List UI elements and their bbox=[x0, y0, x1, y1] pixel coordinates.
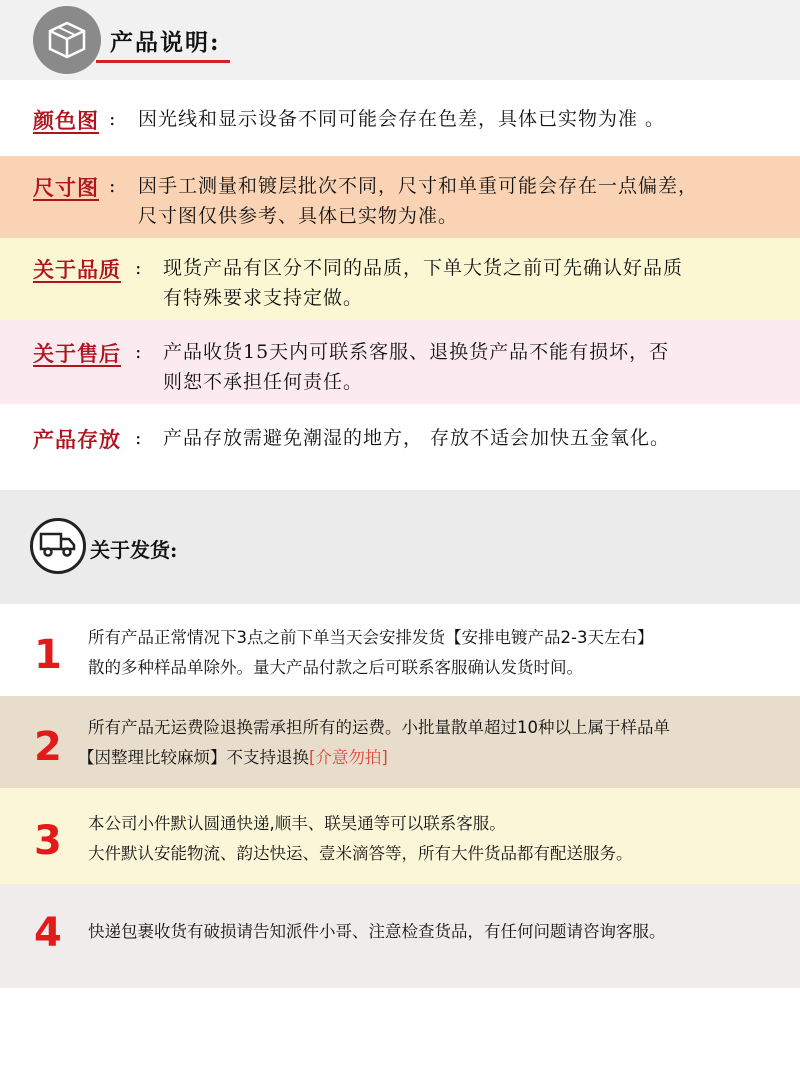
shipping-item-3 bbox=[0, 788, 800, 884]
info-separator: : bbox=[109, 108, 117, 130]
info-label: 颜色图 bbox=[33, 108, 99, 133]
item-text: 大件默认安能物流、韵达快运、壹米滴答等，所有大件货品都有配送服务。 bbox=[88, 844, 633, 863]
shipping-item-1 bbox=[0, 604, 800, 696]
item-text: 所有产品正常情况下3点之前下单当天会安排发货【安排电镀产品2-3天左右】 bbox=[88, 628, 654, 647]
item-text: 快递包裹收货有破损请告知派件小哥、注意检查货品，有任何问题请咨询客服。 bbox=[88, 922, 666, 941]
box-icon-circle bbox=[33, 6, 101, 74]
item-number: 3 bbox=[34, 818, 62, 864]
info-separator: : bbox=[109, 175, 117, 197]
info-row-color bbox=[0, 80, 800, 156]
item-text-2 bbox=[78, 744, 388, 772]
page-title: 产品说明: bbox=[110, 29, 221, 56]
item-text: 本公司小件默认圆通快递,顺丰、联昊通等可以联系客服。 bbox=[88, 814, 506, 833]
info-text: 产品存放需避免潮湿的地方， 存放不适会加快五金氧化。 bbox=[163, 427, 671, 449]
shipping-title: 关于发货: bbox=[90, 538, 178, 562]
item-text: 散的多种样品单除外。量大产品付款之后可联系客服确认发货时间。 bbox=[88, 658, 583, 677]
item-number: 1 bbox=[34, 632, 62, 678]
info-text: 有特殊要求支持定做。 bbox=[163, 287, 364, 309]
info-label: 关于品质 bbox=[33, 257, 121, 282]
info-text: 则恕不承担任何责任。 bbox=[163, 371, 364, 393]
truck-icon-circle bbox=[30, 518, 86, 574]
info-separator: : bbox=[135, 257, 143, 279]
info-row-size bbox=[0, 156, 800, 238]
product-info-header bbox=[0, 0, 800, 80]
item-text: 所有产品无运费险退换需承担所有的运费。小批量散单超过10种以上属于样品单 bbox=[88, 718, 670, 737]
info-text: 尺寸图仅供参考、具体已实物为准。 bbox=[138, 205, 459, 227]
info-row-aftersale bbox=[0, 320, 800, 404]
info-text: 产品收货15天内可联系客服、退换货产品不能有损坏，否 bbox=[163, 341, 670, 363]
shipping-item-4 bbox=[0, 884, 800, 988]
info-label: 产品存放 bbox=[33, 427, 121, 452]
item-text-main: 【因整理比较麻烦】不支持退换 bbox=[78, 748, 309, 767]
item-number: 4 bbox=[34, 910, 62, 956]
info-text: 现货产品有区分不同的品质，下单大货之前可先确认好品质 bbox=[163, 257, 684, 279]
info-text: 因手工测量和镀层批次不同，尺寸和单重可能会存在一点偏差， bbox=[138, 175, 699, 197]
truck-icon bbox=[39, 531, 77, 559]
item-number: 2 bbox=[34, 724, 62, 770]
info-separator: : bbox=[135, 341, 143, 363]
info-separator: : bbox=[135, 427, 143, 449]
item-text-warning: [介意勿拍] bbox=[309, 748, 388, 767]
info-label: 关于售后 bbox=[33, 341, 121, 366]
info-row-quality bbox=[0, 238, 800, 320]
info-row-storage bbox=[0, 404, 800, 490]
box-icon bbox=[47, 20, 87, 60]
shipping-header bbox=[0, 490, 800, 604]
info-label: 尺寸图 bbox=[33, 175, 99, 200]
title-underline bbox=[96, 60, 230, 63]
shipping-item-2 bbox=[0, 696, 800, 788]
info-text: 因光线和显示设备不同可能会存在色差，具体已实物为准 。 bbox=[138, 108, 666, 130]
